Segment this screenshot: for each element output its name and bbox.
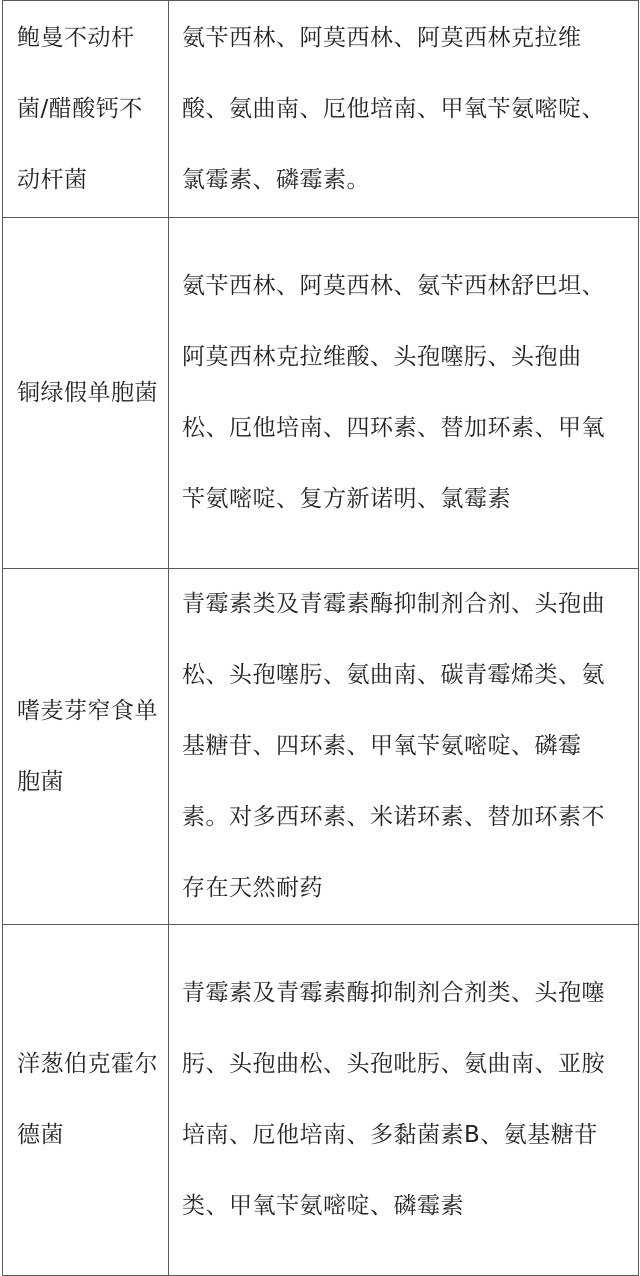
resistance-cell: 氨苄西林、阿莫西林、阿莫西林克拉维酸、氨曲南、厄他培南、甲氧苄氨嘧啶、氯霉素、磷霉素。 — [169, 1, 639, 218]
resistance-cell: 青霉素及青霉素酶抑制剂合剂类、头孢噻肟、头孢曲松、头孢吡肟、氨曲南、亚胺培南、厄他培南、多黏菌素B、氨基糖苷类、甲氧苄氨嘧啶、磷霉素 — [169, 925, 639, 1276]
resistance-cell: 氨苄西林、阿莫西林、氨苄西林舒巴坦、阿莫西林克拉维酸、头孢噻肟、头孢曲松、厄他培南、四环素、替加环素、甲氧苄氨嘧啶、复方新诺明、氯霉素 — [169, 218, 639, 569]
table-row — [3, 1, 639, 218]
organism-cell: 洋葱伯克霍尔德菌 — [3, 925, 169, 1276]
organism-cell: 嗜麦芽窄食单胞菌 — [3, 569, 169, 925]
organism-cell: 鲍曼不动杆菌/醋酸钙不动杆菌 — [3, 1, 169, 218]
intrinsic-resistance-table — [2, 0, 639, 1276]
table-row — [3, 218, 639, 569]
resistance-cell: 青霉素类及青霉素酶抑制剂合剂、头孢曲松、头孢噻肟、氨曲南、碳青霉烯类、氨基糖苷、四环素、甲氧苄氨嘧啶、磷霉素。对多西环素、米诺环素、替加环素不存在天然耐药 — [169, 569, 639, 925]
table-row — [3, 925, 639, 1276]
organism-cell: 铜绿假单胞菌 — [3, 218, 169, 569]
table-row — [3, 569, 639, 925]
